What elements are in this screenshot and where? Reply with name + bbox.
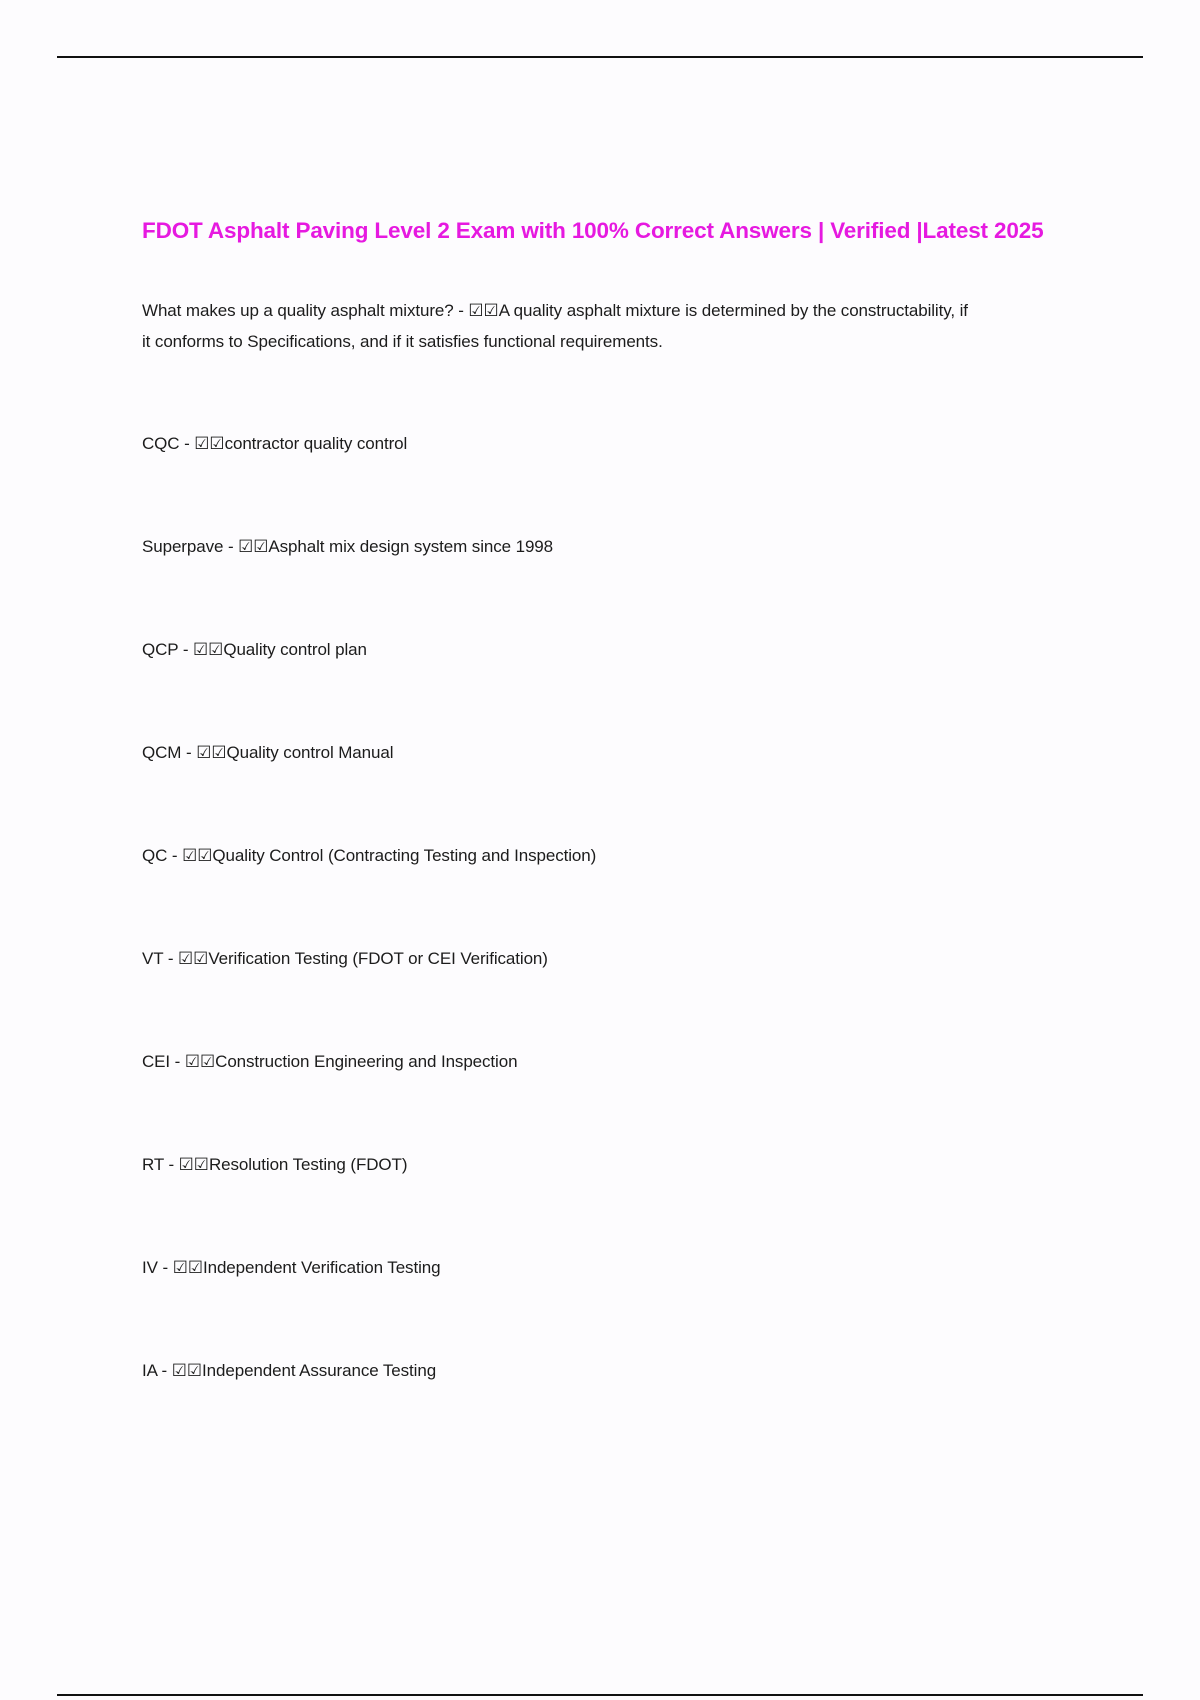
qa-answer: A quality asphalt mixture is determined by the constructability, if it conforms to Specifications, and if it satisfies functional requirements. <box>142 301 968 351</box>
document-title: FDOT Asphalt Paving Level 2 Exam with 100% Correct Answers | Verified |Latest 2025 <box>142 218 1044 243</box>
qa-entry <box>142 1355 1072 1386</box>
checkmark-icons: ☑☑ <box>178 1155 209 1174</box>
qa-separator: - <box>163 949 179 968</box>
qa-entry <box>142 1252 1072 1283</box>
qa-list <box>142 295 1072 1386</box>
checkmark-icons: ☑☑ <box>468 301 499 320</box>
checkmark-icons: ☑☑ <box>193 640 224 659</box>
qa-answer: contractor quality control <box>224 434 408 453</box>
qa-entry <box>142 531 1072 562</box>
qa-entry <box>142 943 1072 974</box>
checkmark-icons: ☑☑ <box>184 1052 216 1071</box>
qa-entry <box>142 1149 1072 1180</box>
qa-entry <box>142 634 1072 665</box>
qa-separator: - <box>453 301 469 320</box>
checkmark-icons: ☑☑ <box>196 743 227 762</box>
checkmark-icons: ☑☑ <box>194 434 225 453</box>
qa-separator: - <box>223 537 239 556</box>
qa-entry <box>142 295 972 357</box>
checkmark-icons: ☑☑ <box>182 846 213 865</box>
qa-answer: Independent Verification Testing <box>202 1258 441 1277</box>
footer-rule <box>57 1694 1143 1696</box>
qa-term: IV <box>142 1258 158 1277</box>
checkmark-icons: ☑☑ <box>178 949 209 968</box>
qa-answer: Resolution Testing (FDOT) <box>208 1155 408 1174</box>
qa-separator: - <box>181 743 197 762</box>
qa-term: Superpave <box>142 537 224 556</box>
qa-term: CEI <box>142 1052 171 1071</box>
qa-answer: Quality Control (Contracting Testing and Inspection) <box>212 846 597 865</box>
qa-answer: Verification Testing (FDOT or CEI Verification) <box>208 949 548 968</box>
qa-separator: - <box>157 1258 173 1277</box>
checkmark-icons: ☑☑ <box>238 537 269 556</box>
qa-answer: Construction Engineering and Inspection <box>215 1052 518 1071</box>
qa-separator: - <box>163 1155 179 1174</box>
qa-answer: Quality control Manual <box>226 743 394 762</box>
qa-entry <box>142 737 1072 768</box>
header-rule <box>57 56 1143 58</box>
qa-term: QCP <box>142 640 179 659</box>
qa-term: RT <box>142 1155 164 1174</box>
qa-term: IA <box>142 1361 157 1380</box>
qa-entry <box>142 428 1072 459</box>
qa-answer: Quality control plan <box>223 640 367 659</box>
qa-term: VT <box>142 949 164 968</box>
qa-term: CQC <box>142 434 180 453</box>
qa-answer: Independent Assurance Testing <box>202 1361 437 1380</box>
qa-separator: - <box>170 1052 185 1071</box>
qa-separator: - <box>179 434 195 453</box>
checkmark-icons: ☑☑ <box>171 1361 203 1380</box>
checkmark-icons: ☑☑ <box>172 1258 203 1277</box>
qa-separator: - <box>167 846 183 865</box>
qa-term: What makes up a quality asphalt mixture? <box>142 301 454 320</box>
qa-entry <box>142 1046 1072 1077</box>
qa-entry <box>142 840 1072 871</box>
qa-answer: Asphalt mix design system since 1998 <box>268 537 554 556</box>
qa-term: QCM <box>142 743 182 762</box>
document-body <box>142 214 1072 1386</box>
qa-separator: - <box>156 1361 172 1380</box>
qa-term: QC <box>142 846 168 865</box>
qa-separator: - <box>178 640 194 659</box>
